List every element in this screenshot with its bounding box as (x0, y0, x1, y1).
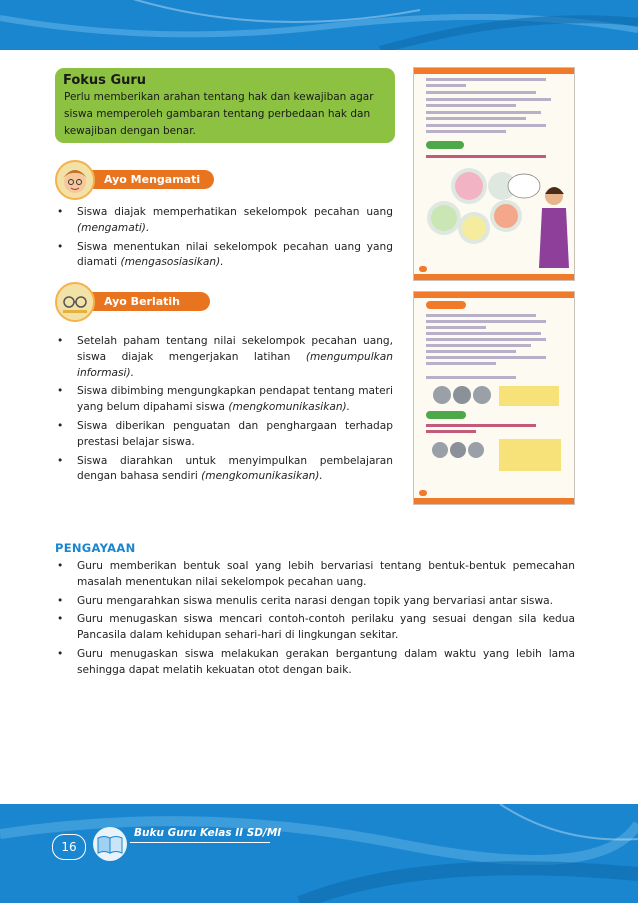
open-book-icon (90, 826, 130, 862)
list-item: • Guru menugaskan siswa mencari contoh-contoh perilaku yang sesuai dengan sila kedua Pancasila dalam kehidupan sehari-hari di lingkungan sekitar. (57, 613, 575, 642)
list-item: • Siswa diarahkan untuk menyimpulkan pembelajaran dengan bahasa sendiri (mengkomunikasikan). (57, 454, 393, 483)
pencil-glasses-icon (55, 282, 95, 322)
pengayaan-list (55, 559, 575, 679)
list-item: • Setelah paham tentang nilai sekelompok pecahan uang, siswa diajak mengerjakan latihan (mengumpulkan informasi). (57, 335, 393, 379)
fokus-guru-text: Perlu memberikan arahan tentang hak dan kewajiban agar siswa memperoleh gambaran tentang perbedaan hak dan kewajiban dengan benar. (64, 91, 374, 137)
header-decoration (0, 0, 638, 50)
student-book-page-thumbnail (413, 291, 575, 505)
footer-divider (130, 842, 270, 843)
student-book-page-thumbnail (413, 67, 575, 281)
list-item: • Guru mengarahkan siswa menulis cerita narasi dengan topik yang bervariasi antar siswa. (57, 594, 553, 607)
pengayaan-title: PENGAYAAN (55, 541, 136, 555)
header-band (0, 0, 638, 50)
footer-book-title: Buku Guru Kelas II SD/MI (134, 827, 282, 839)
berlatih-list (55, 334, 393, 485)
fokus-guru-box (55, 68, 395, 143)
list-item: • Siswa menentukan nilai sekelompok pecahan uang yang diamati (mengasosiasikan). (57, 240, 393, 269)
list-item: • Guru menugaskan siswa melakukan gerakan bergantung dalam waktu yang lebih lama sehingga dapat melatih kekuatan otot dengan baik. (57, 647, 575, 676)
page-number: 16 (52, 834, 86, 860)
fokus-guru-title: Fokus Guru (63, 73, 147, 88)
list-item: • Siswa diajak memperhatikan sekelompok pecahan uang (mengamati). (57, 206, 393, 234)
list-item: • Guru memberikan bentuk soal yang lebih bervariasi tentang bentuk-bentuk pemecahan masalah menentukan nilai sekelompok pecahan uang. (57, 560, 575, 588)
ayo-mengamati-text: Ayo Mengamati (104, 173, 201, 186)
child-face-icon (55, 160, 95, 200)
list-item: • Siswa diberikan penguatan dan penghargaan terhadap prestasi belajar siswa. (57, 419, 393, 448)
list-item: • Siswa dibimbing mengungkapkan pendapat tentang materi yang belum dipahami siswa (mengkomunikasikan). (57, 385, 393, 414)
mengamati-list (55, 205, 393, 271)
ayo-berlatih-text: Ayo Berlatih (104, 295, 181, 308)
